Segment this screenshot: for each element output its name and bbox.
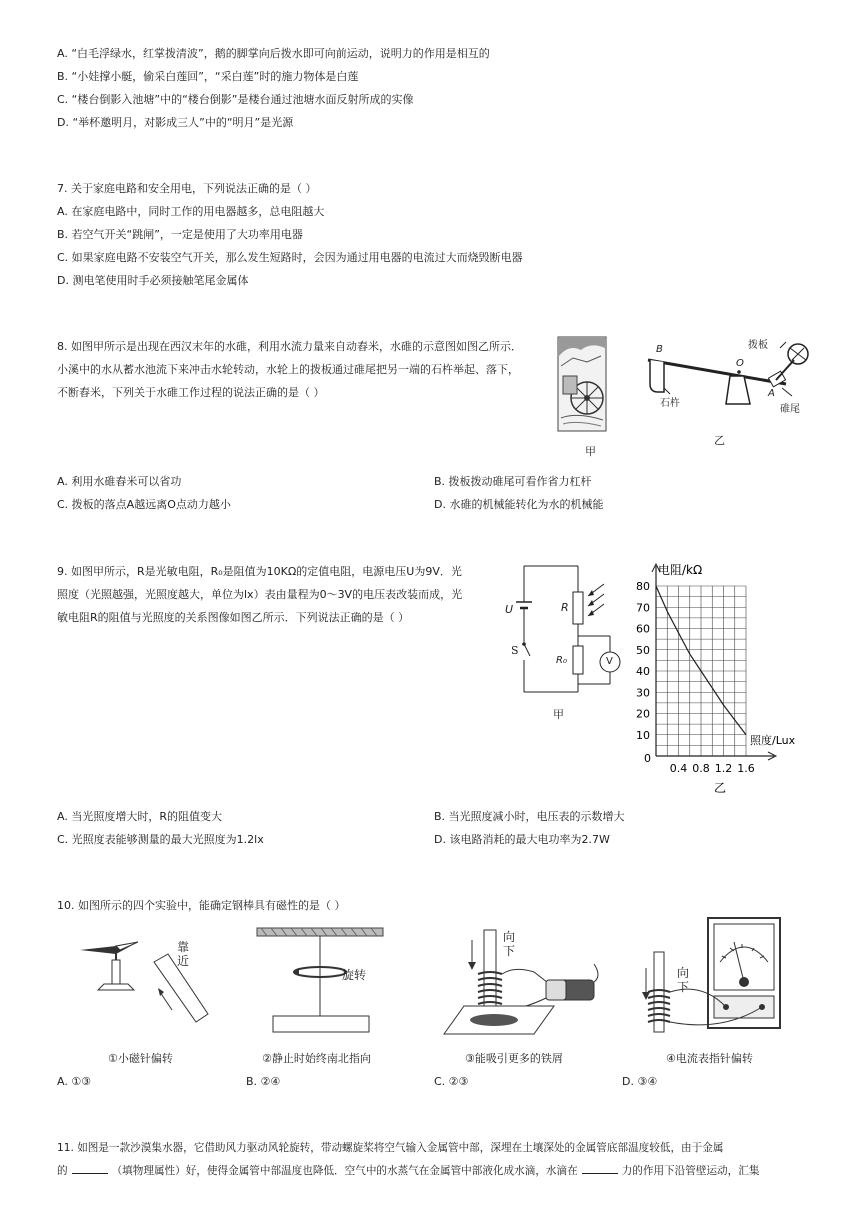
galvanometer-figure [642, 912, 792, 1042]
q8-option-a: A. 利用水碓舂米可以省功 [57, 475, 182, 488]
q6-option-d: D. “举杯邀明月，对影成三人”中的“明月”是光源 [57, 116, 294, 129]
y-tick-label: 10 [636, 728, 650, 742]
q9-option-a: A. 当光照度增大时，R的阻值变大 [57, 810, 222, 823]
y-tick-label: 60 [636, 622, 650, 636]
compass-needle-figure [76, 930, 216, 1040]
q6-option-c: C. “楼台倒影入池塘”中的“楼台倒影”是楼台通过池塘水面反射所成的实像 [57, 93, 414, 106]
q6-option-b: B. “小娃撑小艇，偷采白莲回”，“采白莲”时的施力物体是白莲 [57, 70, 359, 83]
x-tick-label: 0.8 [692, 762, 710, 775]
circuit-diagram [500, 560, 630, 700]
q7-option-c: C. 如果家庭电路不安装空气开关，那么发生短路时，会因为通过用电器的电流过大而烧毁断电器 [57, 251, 523, 264]
label-o: O [736, 358, 744, 369]
x-tick-label: 0.4 [669, 762, 688, 775]
label-u: U [505, 603, 514, 616]
q9-option-b: B. 当光照度减小时，电压表的示数增大 [434, 810, 625, 823]
y-tick-label: 20 [636, 707, 650, 721]
chart-ticks [636, 580, 755, 775]
q9-stem-line3: 敏电阻R的阻值与光照度的关系图像如图乙所示．下列说法正确的是（ ） [57, 611, 410, 624]
label-xuan-zhuan: 旋转 [342, 968, 367, 982]
q11-line2 [57, 1164, 759, 1178]
q8-option-b: B. 拨板拨动碓尾可看作省力杠杆 [434, 475, 592, 488]
water-mill-picture [557, 336, 607, 432]
q7-option-b: B. 若空气开关“跳闸”，一定是使用了大功率用电器 [57, 228, 303, 241]
label-r: R [561, 601, 569, 614]
q10-stem: 10. 如图所示的四个实验中，能确定钢棒具有磁性的是（ ） [57, 899, 346, 912]
y-tick-label: 70 [636, 601, 650, 615]
label-kao-jin: 靠近 [177, 940, 190, 968]
caption-3: ③能吸引更多的铁屑 [465, 1052, 563, 1065]
q8-option-d: D. 水碓的机械能转化为水的机械能 [434, 498, 604, 511]
chart-x-axis-label: 照度/Lux [750, 734, 796, 747]
q8-stem-line2: 小溪中的水从蓄水池流下来冲击水轮转动，水轮上的拨板通过碓尾把另一端的石杵举起、落下， [57, 363, 519, 376]
q9-option-d: D. 该电路消耗的最大电功率为2.7W [434, 833, 610, 846]
caption-1: ①小磁针偏转 [108, 1052, 173, 1065]
blank-1 [72, 1173, 108, 1174]
chart-y-axis-label: 电阻/kΩ [658, 563, 703, 577]
x-tick-label: 1.6 [737, 762, 755, 775]
chart-origin-label: 0 [644, 752, 651, 765]
caption-4: ④电流表指针偏转 [666, 1052, 753, 1065]
fig-jia-caption: 甲 [585, 445, 596, 458]
y-tick-label: 50 [636, 643, 650, 657]
q7-option-a: A. 在家庭电路中，同时工作的用电器越多，总电阻越大 [57, 205, 325, 218]
label-bo-ban: 拨板 [748, 340, 768, 351]
y-tick-label: 30 [636, 686, 650, 700]
fig-yi-caption: 乙 [714, 434, 725, 447]
q10-option-a: A. ①③ [57, 1075, 92, 1088]
label-xiang-xia-2: 向下 [677, 966, 690, 994]
q8-stem-line1: 8. 如图甲所示是出现在西汉末年的水碓，利用水流力量来自动舂米，水碓的示意图如图乙所示． [57, 340, 522, 353]
q9-stem-line1: 9. 如图甲所示，R是光敏电阻，R₀是阻值为10KΩ的定值电阻，电源电压U为9V．光 [57, 565, 462, 578]
y-tick-label: 40 [636, 665, 650, 678]
label-b: B [656, 344, 663, 355]
label-shi-chu: 石杵 [660, 398, 680, 409]
q10-option-d: D. ③④ [622, 1075, 658, 1088]
q7-stem: 7. 关于家庭电路和安全用电，下列说法正确的是（ ） [57, 182, 317, 195]
label-s: S [511, 644, 519, 657]
chart-axes [652, 564, 776, 760]
x-tick-label: 1.2 [714, 762, 733, 775]
caption-2: ②静止时始终南北指向 [262, 1052, 371, 1065]
q10-option-c: C. ②③ [434, 1075, 469, 1088]
q7-option-d: D. 测电笔使用时手必须接触笔尾金属体 [57, 274, 249, 287]
q8-stem-line3: 不断舂米，下列关于水碓工作过程的说法正确的是（ ） [57, 386, 325, 399]
label-r0: R₀ [556, 655, 567, 666]
q11-line2-c: 力的作用下沿管壁运动，汇集 [621, 1165, 760, 1177]
electromagnet-figure [434, 926, 604, 1040]
fig-jia-circuit-caption: 甲 [553, 708, 564, 721]
q11-line1: 11. 如图是一款沙漠集水器，它借助风力驱动风轮旋转，带动螺旋桨将空气输入金属管中部，深埋在土壤深处的金属管底部温度较低，由于金属 [57, 1142, 724, 1154]
q8-option-c: C. 拨板的落点A越远离O点动力越小 [57, 498, 231, 511]
resistance-chart [628, 558, 828, 794]
label-dui-wei: 碓尾 [780, 404, 800, 415]
label-xiang-xia-1: 向下 [503, 930, 516, 958]
blank-2 [582, 1173, 618, 1174]
q11-line2-a: 的 [57, 1165, 68, 1177]
chart-caption: 乙 [714, 781, 727, 794]
label-a: A [768, 388, 775, 399]
q10-option-b: B. ②④ [246, 1075, 281, 1088]
q9-stem-line2: 照度（光照越强，光照度越大，单位为lx）表由量程为0～3V的电压表改装而成，光 [57, 588, 463, 601]
y-tick-label: 80 [636, 580, 650, 593]
q6-option-a: A. “白毛浮绿水，红掌拨清波”，鹅的脚掌向后拨水即可向前运动，说明力的作用是相互的 [57, 47, 490, 60]
q9-option-c: C. 光照度表能够测量的最大光照度为1.2lx [57, 833, 264, 846]
q11-line2-b: （填物理属性）好，使得金属管中部温度也降低．空气中的水蒸气在金属管中部液化成水滴，水滴在 [111, 1165, 578, 1177]
label-v: V [606, 656, 613, 667]
